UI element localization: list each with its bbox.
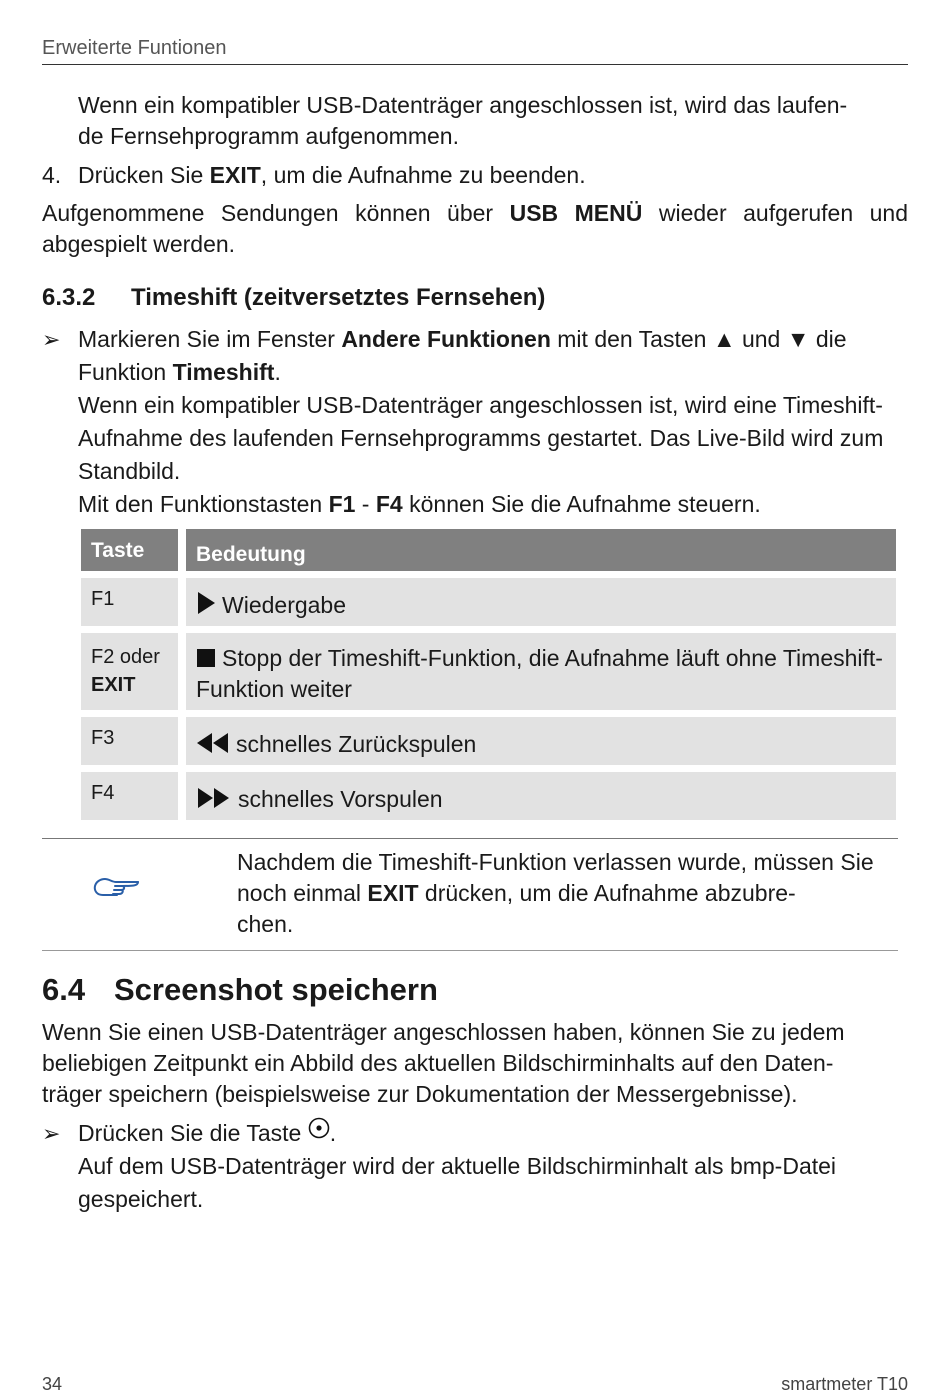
exit-key: EXIT xyxy=(367,880,419,906)
table-header-row xyxy=(81,529,896,571)
table-row xyxy=(81,578,896,626)
section-title: Timeshift (zeitversetztes Fernsehen) xyxy=(131,284,546,311)
play-icon xyxy=(196,591,216,615)
timeshift-key-table xyxy=(81,529,896,827)
recording-paragraph-line-1: Wenn ein kompatibler USB-Datenträger angeschlossen ist, wird das laufen- xyxy=(78,92,848,118)
note-text xyxy=(237,847,897,940)
exit-key: EXIT xyxy=(209,162,261,188)
note-text-end: drücken, um die Aufnahme abzubre- xyxy=(418,880,796,906)
function-keys-text: Mit den Funktionstasten xyxy=(78,491,329,517)
meaning-text: schnelles Vorspulen xyxy=(238,786,443,812)
meaning-text: Wiedergabe xyxy=(222,592,347,618)
bullet-text: Drücken Sie die Taste xyxy=(78,1120,308,1146)
meaning-cell xyxy=(186,633,896,710)
screenshot-key-icon xyxy=(308,1117,330,1139)
key-cell: F3 xyxy=(81,717,178,765)
recorded-text-end: wieder aufgerufen und abgespielt werden. xyxy=(42,200,909,257)
screenshot-paragraph-line-1: Wenn Sie einen USB-Datenträger angeschlossen haben, können Sie zu jedem xyxy=(42,1019,845,1045)
bullet-text: Markieren Sie im Fenster xyxy=(78,326,342,352)
rewind-icon xyxy=(196,732,230,754)
section-number: 6.4 xyxy=(42,972,86,1007)
f4-key: F4 xyxy=(375,491,403,517)
meaning-text: schnelles Zurückspulen xyxy=(236,731,477,757)
key-range-separator: - xyxy=(355,491,376,517)
note-text-last-line: chen. xyxy=(237,911,294,937)
pointing-hand-icon xyxy=(92,873,140,906)
header-divider xyxy=(42,64,908,65)
note-top-divider xyxy=(42,838,898,839)
section-title: Screenshot speichern xyxy=(114,972,438,1007)
header-meaning: Bedeutung xyxy=(186,529,896,571)
function-keys-text-end: können Sie die Aufnahme steuern. xyxy=(402,491,761,517)
bullet-arrow-icon: ➢ xyxy=(42,1121,61,1146)
meaning-cell xyxy=(186,717,896,765)
note-bottom-divider xyxy=(42,950,898,951)
step-4 xyxy=(42,160,908,191)
step-number: 4. xyxy=(42,162,62,188)
fast-forward-icon xyxy=(196,787,232,809)
function-name: Timeshift xyxy=(172,359,275,385)
screenshot-result-text: Auf dem USB-Datenträger wird der aktuelle Bildschirminhalt als bmp-Datei gespeichert. xyxy=(78,1153,837,1212)
key-text: F2 oder xyxy=(91,646,160,668)
meaning-cell xyxy=(186,578,896,626)
bullet-text-mid: mit den Tasten ▲ und ▼ die Funktion xyxy=(78,326,847,385)
key-cell xyxy=(81,633,178,710)
table-row xyxy=(81,633,896,710)
key-text-exit: EXIT xyxy=(91,674,136,696)
window-name: Andere Funktionen xyxy=(341,326,551,352)
running-header: Erweiterte Funtionen xyxy=(42,37,227,59)
bullet-text-end: . xyxy=(329,1120,337,1146)
key-cell: F1 xyxy=(81,578,178,626)
bullet-arrow-icon: ➢ xyxy=(42,327,61,352)
bullet-text-end: . xyxy=(274,359,281,385)
screenshot-bullet xyxy=(42,1117,908,1216)
recording-paragraph xyxy=(78,90,908,152)
f1-key: F1 xyxy=(328,491,356,517)
screenshot-paragraph-line-2: beliebigen Zeitpunkt ein Abbild des aktuellen Bildschirminhalts auf den Daten- xyxy=(42,1050,834,1076)
screenshot-paragraph-line-3: träger speichern (beispielsweise zur Dokumentation der Messergebnisse). xyxy=(42,1081,798,1107)
table-row xyxy=(81,772,896,820)
recorded-text: Aufgenommene Sendungen können über xyxy=(42,200,510,226)
meaning-cell xyxy=(186,772,896,820)
stop-icon xyxy=(196,648,216,668)
usb-menu-key: USB MENÜ xyxy=(509,200,643,226)
recording-paragraph-line-2: de Fernsehprogramm aufgenommen. xyxy=(78,123,459,149)
step-text-end: , um die Aufnahme zu beenden. xyxy=(260,162,586,188)
timeshift-description: Wenn ein kompatibler USB-Datenträger angeschlossen ist, wird eine Timeshift-Aufnahme des laufenden Fernsehprogramms gestartet. Das Live-Bild wird zum Standbild. xyxy=(78,392,884,484)
step-text: Drücken Sie xyxy=(78,162,210,188)
note-text-start: Nachdem die Timeshift-Funktion verlassen wurde, müssen Sie noch einmal xyxy=(237,849,874,906)
section-heading-6-4 xyxy=(42,972,438,1008)
page-number: 34 xyxy=(42,1374,63,1394)
meaning-text: Stopp der Timeshift-Funktion, die Aufnahme läuft ohne Timeshift-Funktion weiter xyxy=(196,645,883,702)
screenshot-paragraph xyxy=(42,1017,908,1110)
header-key: Taste xyxy=(81,529,178,571)
recorded-shows-paragraph xyxy=(42,198,908,260)
section-heading-6-3-2 xyxy=(42,284,545,312)
section-number: 6.3.2 xyxy=(42,284,96,311)
table-row xyxy=(81,717,896,765)
key-cell: F4 xyxy=(81,772,178,820)
hand-drawing xyxy=(92,873,140,901)
product-name: smartmeter T10 xyxy=(781,1374,908,1394)
timeshift-bullet xyxy=(42,323,908,521)
